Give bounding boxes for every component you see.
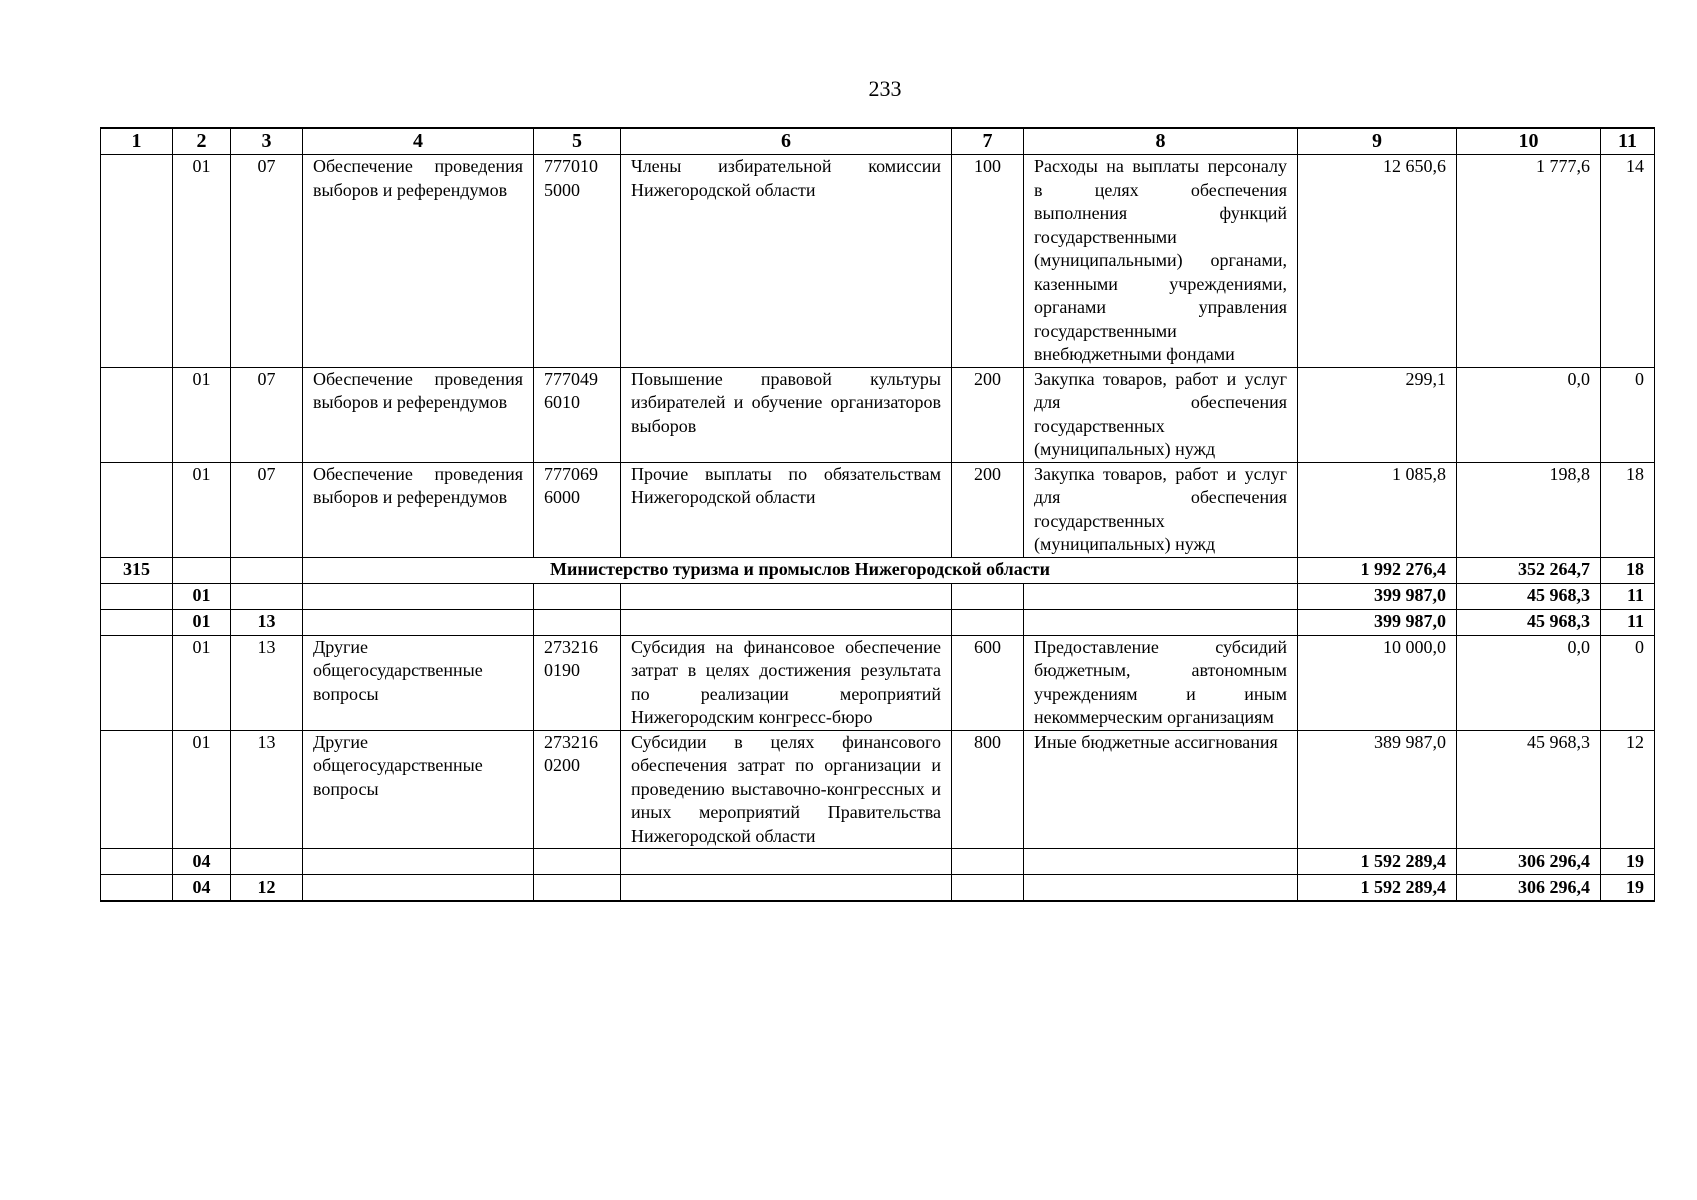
cell-value-9: 10 000,0: [1298, 635, 1457, 730]
cell-target-code: [534, 609, 621, 635]
cell-expense-name: [1024, 849, 1298, 875]
cell-target-code: [534, 583, 621, 609]
cell-value-11: 12: [1601, 730, 1655, 849]
cell-target-name: Субсидии в целях финансового обеспечения затрат по организации и проведению выставочно-конгрессных и иных мероприятий Правительства Нижегородской области: [621, 730, 952, 849]
cell-subsection: [231, 583, 303, 609]
cell-section: 01: [173, 462, 231, 557]
cell-value-10: 306 296,4: [1457, 875, 1601, 902]
cell-value-9: 399 987,0: [1298, 609, 1457, 635]
col-header: 3: [231, 128, 303, 155]
cell-target-name: [621, 875, 952, 902]
cell-section: 01: [173, 609, 231, 635]
cell-value-11: 14: [1601, 155, 1655, 368]
col-header: 1: [101, 128, 173, 155]
col-header: 10: [1457, 128, 1601, 155]
cell-target-code: [534, 730, 621, 849]
cell-target-name: Повышение правовой культуры избирателей и обучение организаторов выборов: [621, 367, 952, 462]
cell-subsection: 07: [231, 155, 303, 368]
cell-value-10: 45 968,3: [1457, 583, 1601, 609]
cell-subsection: 07: [231, 367, 303, 462]
cell-value-10: 0,0: [1457, 367, 1601, 462]
cell-subsection: [231, 849, 303, 875]
code-part: 273216: [544, 731, 598, 752]
cell-target-code: [534, 367, 621, 462]
cell-value-9: 399 987,0: [1298, 583, 1457, 609]
page-number: 233: [868, 76, 902, 101]
cell-target-code: [534, 849, 621, 875]
cell-target-name: Члены избирательной комиссии Нижегородской области: [621, 155, 952, 368]
col-header: 5: [534, 128, 621, 155]
cell-subsection-name: Другие общегосударственные вопросы: [303, 635, 534, 730]
col-header: 8: [1024, 128, 1298, 155]
code-part: 273216: [544, 636, 598, 657]
col-header: 6: [621, 128, 952, 155]
cell-admin: [101, 609, 173, 635]
cell-expense-name: Закупка товаров, работ и услуг для обеспечения государственных (муниципальных) нужд: [1024, 462, 1298, 557]
cell-expense-type: [952, 875, 1024, 902]
cell-value-9: 1 085,8: [1298, 462, 1457, 557]
cell-expense-type: 200: [952, 367, 1024, 462]
cell-target-name: [621, 609, 952, 635]
cell-value-11: 18: [1601, 557, 1655, 583]
cell-section: [173, 557, 231, 583]
col-header: 4: [303, 128, 534, 155]
cell-expense-type: 100: [952, 155, 1024, 368]
cell-subsection-name: [303, 609, 534, 635]
cell-section: 01: [173, 583, 231, 609]
cell-expense-name: [1024, 875, 1298, 902]
cell-value-10: 0,0: [1457, 635, 1601, 730]
cell-value-9: 299,1: [1298, 367, 1457, 462]
cell-value-11: 19: [1601, 875, 1655, 902]
cell-value-11: 11: [1601, 583, 1655, 609]
table-row: [101, 367, 1655, 462]
code-part: 777069: [544, 463, 598, 484]
col-header: 2: [173, 128, 231, 155]
cell-value-10: 45 968,3: [1457, 609, 1601, 635]
cell-expense-name: Иные бюджетные ассигнования: [1024, 730, 1298, 849]
cell-section: 01: [173, 367, 231, 462]
code-part: 6000: [544, 487, 580, 507]
cell-value-10: 352 264,7: [1457, 557, 1601, 583]
cell-expense-name: Предоставление субсидий бюджетным, автономным учреждениям и иным некоммерческим организациям: [1024, 635, 1298, 730]
subsection-total-row: [101, 609, 1655, 635]
col-header: 9: [1298, 128, 1457, 155]
cell-target-name: Прочие выплаты по обязательствам Нижегородской области: [621, 462, 952, 557]
cell-subsection: 13: [231, 730, 303, 849]
cell-subsection-name: [303, 875, 534, 902]
cell-expense-name: [1024, 609, 1298, 635]
cell-value-11: 0: [1601, 635, 1655, 730]
cell-admin: [101, 155, 173, 368]
cell-admin: [101, 849, 173, 875]
cell-expense-type: [952, 609, 1024, 635]
section-total-row: [101, 849, 1655, 875]
cell-admin: [101, 635, 173, 730]
cell-expense-name: [1024, 583, 1298, 609]
cell-subsection-name: [303, 849, 534, 875]
cell-expense-type: 600: [952, 635, 1024, 730]
cell-value-9: 1 592 289,4: [1298, 875, 1457, 902]
ministry-row: [101, 557, 1655, 583]
cell-admin: 315: [101, 557, 173, 583]
cell-subsection: 12: [231, 875, 303, 902]
cell-section: 04: [173, 849, 231, 875]
code-part: 6010: [544, 392, 580, 412]
header-row: [101, 128, 1655, 155]
cell-admin: [101, 875, 173, 902]
table-row: [101, 155, 1655, 368]
cell-subsection: [231, 557, 303, 583]
cell-section: 01: [173, 730, 231, 849]
code-part: 0190: [544, 660, 580, 680]
cell-expense-type: [952, 849, 1024, 875]
cell-admin: [101, 583, 173, 609]
cell-value-10: 45 968,3: [1457, 730, 1601, 849]
table-row: [101, 635, 1655, 730]
cell-value-9: 389 987,0: [1298, 730, 1457, 849]
cell-subsection-name: Обеспечение проведения выборов и референдумов: [303, 367, 534, 462]
cell-section: 01: [173, 155, 231, 368]
ministry-name: Министерство туризма и промыслов Нижегородской области: [303, 557, 1298, 583]
code-part: 5000: [544, 179, 580, 200]
cell-value-10: 306 296,4: [1457, 849, 1601, 875]
cell-expense-type: 200: [952, 462, 1024, 557]
cell-value-11: 18: [1601, 462, 1655, 557]
cell-target-code: [534, 155, 621, 368]
cell-admin: [101, 367, 173, 462]
code-part: 777049: [544, 368, 598, 389]
cell-subsection: 13: [231, 635, 303, 730]
cell-subsection-name: Обеспечение проведения выборов и референдумов: [303, 462, 534, 557]
cell-value-11: 0: [1601, 367, 1655, 462]
cell-expense-name: Закупка товаров, работ и услуг для обеспечения государственных (муниципальных) нужд: [1024, 367, 1298, 462]
code-part: 0200: [544, 755, 580, 775]
subsection-total-row: [101, 875, 1655, 902]
budget-table: [100, 127, 1655, 902]
table-row: [101, 730, 1655, 849]
col-header: 7: [952, 128, 1024, 155]
cell-target-name: [621, 849, 952, 875]
cell-subsection-name: Обеспечение проведения выборов и референдумов: [303, 155, 534, 368]
cell-section: 01: [173, 635, 231, 730]
cell-subsection: 13: [231, 609, 303, 635]
cell-value-9: 12 650,6: [1298, 155, 1457, 368]
cell-expense-type: [952, 583, 1024, 609]
cell-expense-type: 800: [952, 730, 1024, 849]
cell-subsection: 07: [231, 462, 303, 557]
cell-value-9: 1 592 289,4: [1298, 849, 1457, 875]
cell-subsection-name: Другие общегосударственные вопросы: [303, 730, 534, 849]
cell-admin: [101, 730, 173, 849]
cell-value-11: 11: [1601, 609, 1655, 635]
cell-target-code: [534, 875, 621, 902]
cell-value-10: 198,8: [1457, 462, 1601, 557]
cell-value-11: 19: [1601, 849, 1655, 875]
cell-target-code: [534, 462, 621, 557]
cell-target-name: [621, 583, 952, 609]
cell-admin: [101, 462, 173, 557]
section-total-row: [101, 583, 1655, 609]
table-row: [101, 462, 1655, 557]
cell-value-9: 1 992 276,4: [1298, 557, 1457, 583]
cell-subsection-name: [303, 583, 534, 609]
cell-target-name: Субсидия на финансовое обеспечение затрат в целях достижения результата по реализации мероприятий Нижегородским конгресс-бюро: [621, 635, 952, 730]
cell-target-code: [534, 635, 621, 730]
col-header: 11: [1601, 128, 1655, 155]
code-part: 777010: [544, 156, 598, 176]
cell-expense-name: Расходы на выплаты персоналу в целях обеспечения выполнения функций государственными (муниципальными) органами, казенными учреждениями, органами управления государственными внебюджетными фондами: [1024, 155, 1298, 368]
cell-section: 04: [173, 875, 231, 902]
cell-value-10: 1 777,6: [1457, 155, 1601, 368]
